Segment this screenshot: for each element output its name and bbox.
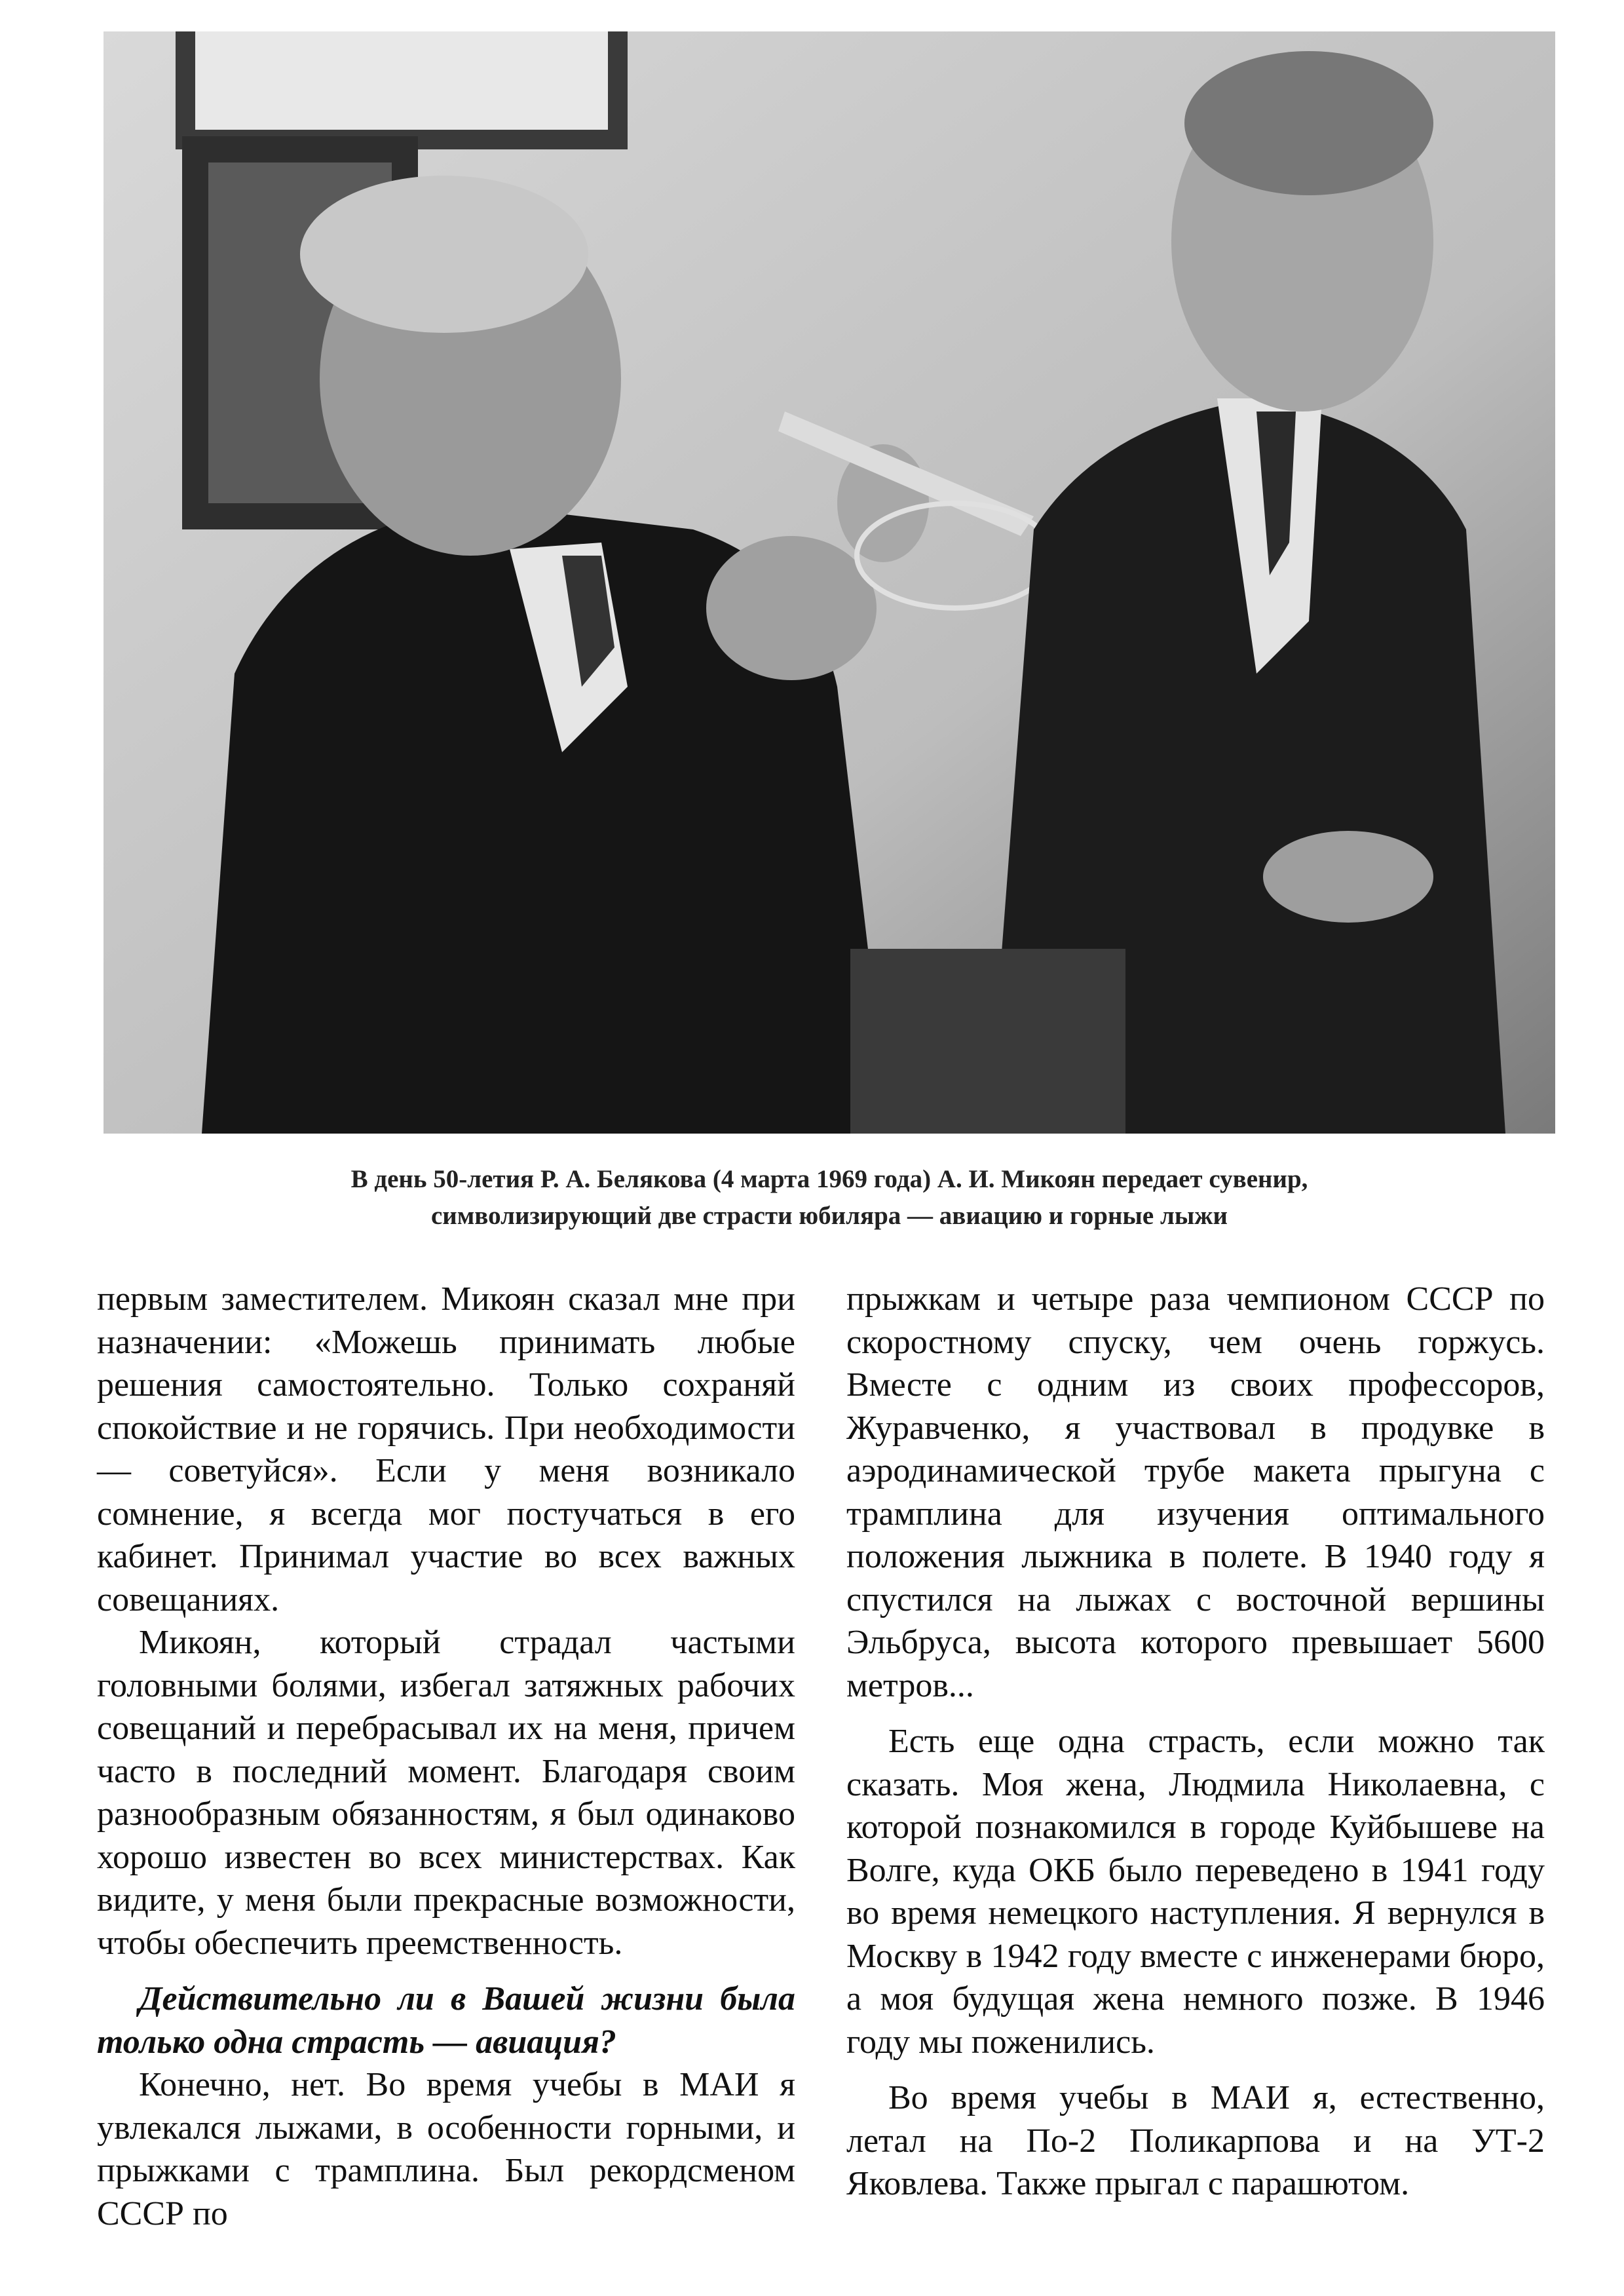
caption-line-1: В день 50-летия Р. А. Белякова (4 марта 1969 года) А. И. Микоян передает сувенир, bbox=[350, 1165, 1308, 1193]
interview-question: Действительно ли в Вашей жизни была только одна страсть — авиация? bbox=[97, 1980, 795, 2061]
chair bbox=[850, 949, 1125, 1134]
paragraph: первым заместителем. Микоян сказал мне при назначении: «Можешь принимать любые решения самостоятельно. Только сохраняй спокойствие и не горячись. При необходимости — советуйся». Если у меня возникало сомнение, я всегда мог постучаться в его кабинет. Принимал участие во всех важных совещаниях. bbox=[97, 1280, 795, 1618]
photo-illustration bbox=[104, 31, 1555, 1134]
paragraph: Конечно, нет. Во время учебы в МАИ я увлекался лыжами, в особенности горными, и прыжками с трамплина. Был рекордсменом СССР по bbox=[97, 2066, 795, 2232]
caption-line-2: символизирующий две страсти юбиляра — авиацию и горные лыжи bbox=[430, 1202, 1228, 1230]
photograph bbox=[104, 31, 1555, 1134]
paragraph: Во время учебы в МАИ я, естественно, летал на По-2 Поликарпова и на УТ-2 Яковлева. Также прыгал с парашютом. bbox=[846, 2079, 1545, 2202]
right-column bbox=[846, 1278, 1545, 2206]
paragraph: прыжкам и четыре раза чемпионом СССР по скоростному спуску, чем очень горжусь. Вместе с одним из своих профессоров, Журавченко, я участвовал в продувке в аэродинамической трубе макета прыгуна с трамплина для изучения оптимального положения лыжника в полете. В 1940 году я спустился на лыжах с восточной вершины Эльбруса, высота которого превышает 5600 метров... bbox=[846, 1280, 1545, 1704]
left-column bbox=[97, 1278, 795, 2235]
paragraph: Есть еще одна страсть, если можно так сказать. Моя жена, Людмила Николаевна, с которой познакомился в городе Куйбышеве на Волге, куда ОКБ было переведено в 1941 году во время немецкого наступления. Я вернулся в Москву в 1942 году вместе с инженерами бюро, а моя будущая жена немного позже. В 1946 году мы поженились. bbox=[846, 1723, 1545, 2061]
paragraph: Микоян, который страдал частыми головными болями, избегал затяжных рабочих совещаний и перебрасывал их на меня, причем часто в последний момент. Благодаря своим разнообразным обязанностям, я был одинаково хорошо известен во всех министерствах. Как видите, у меня были прекрасные возможности, чтобы обеспечить преемственность. bbox=[97, 1624, 795, 1962]
photo-caption bbox=[104, 1161, 1555, 1234]
